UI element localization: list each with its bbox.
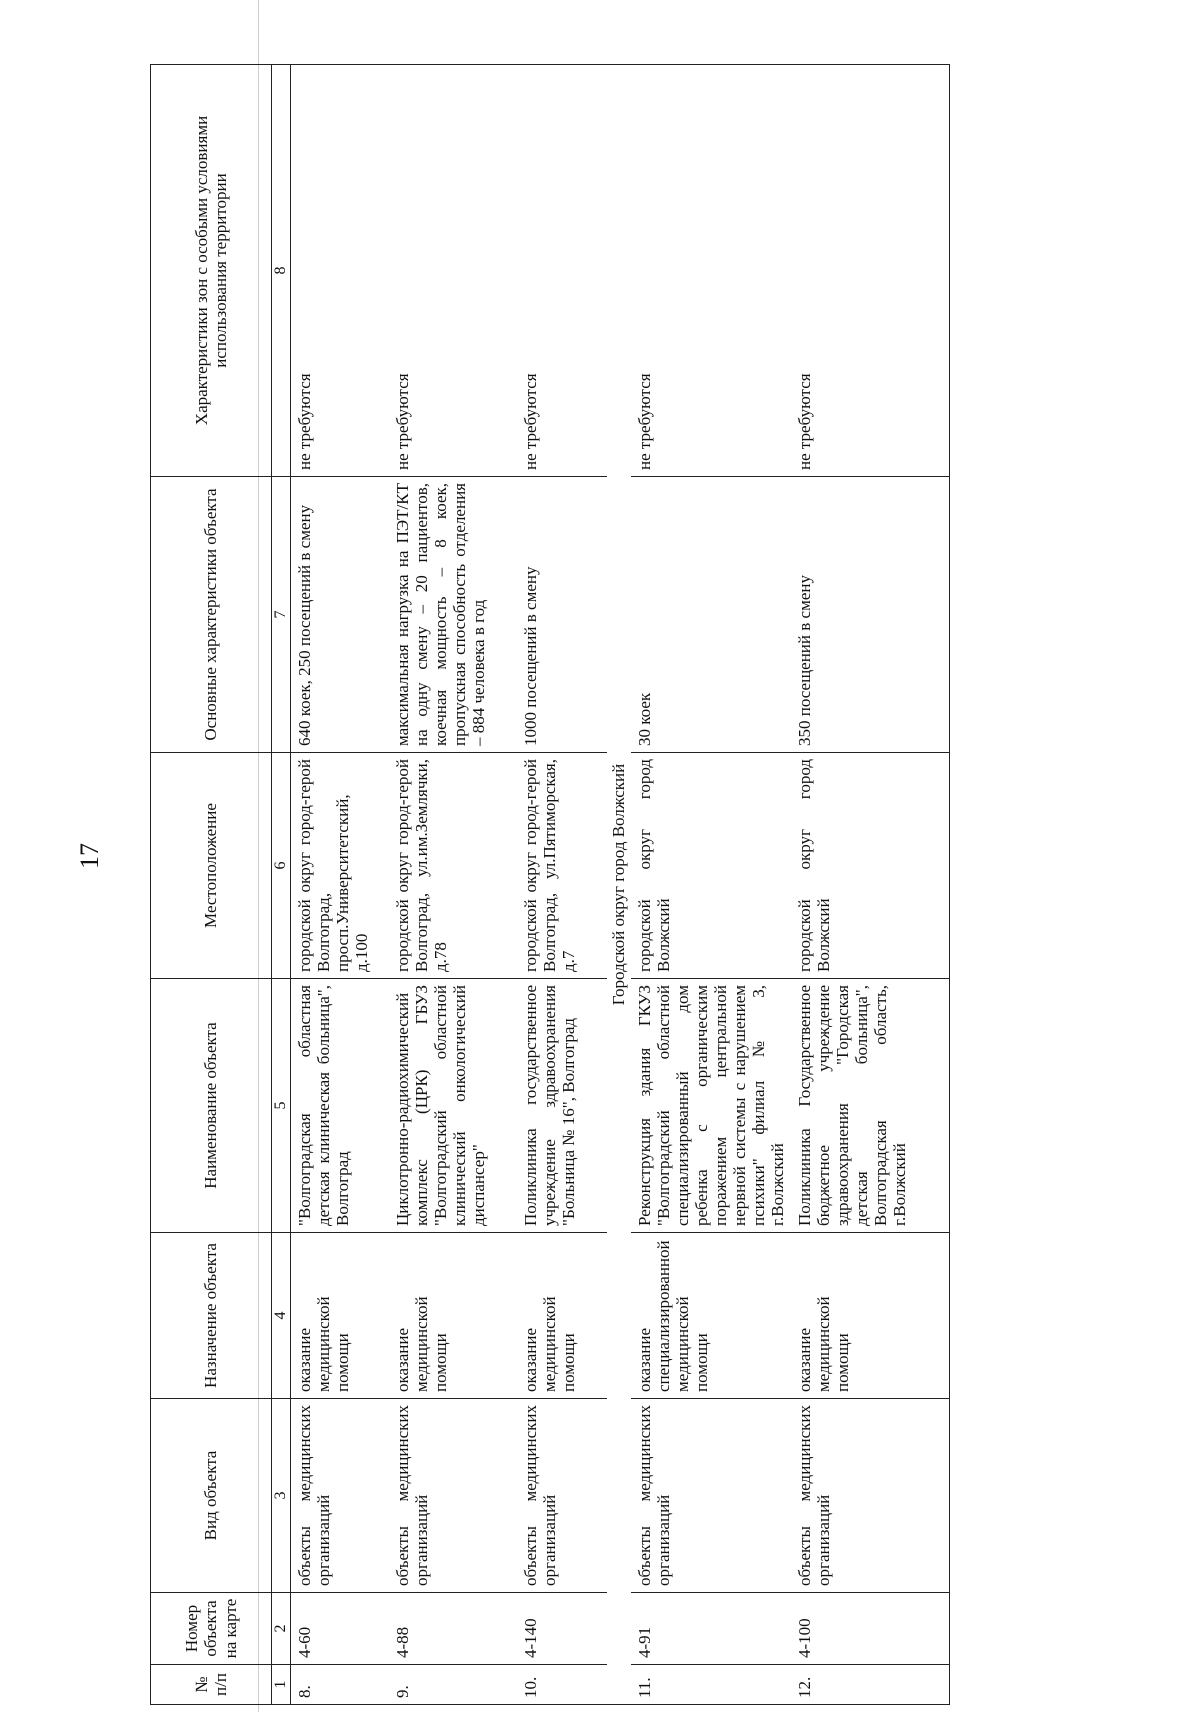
object-kind: объекты медицинских организаций <box>791 1399 950 1593</box>
object-name: Поликлиника государственное учреждение здравоохранения "Больница № 16", Волгоград <box>517 979 607 1233</box>
object-characteristics: 350 посещений в смену <box>791 477 950 753</box>
object-name: Поликлиника Государственное бюджетное учреждение здравоохранения "Городская детская больница", Волгоградская область, г.Волжский <box>791 979 950 1233</box>
object-name: "Волгоградская областная детская клиническая больница", Волгоград <box>291 979 390 1233</box>
zone-characteristics: не требуются <box>291 65 390 477</box>
zone-characteristics: не требуются <box>517 65 607 477</box>
row-number: 12. <box>791 1665 950 1705</box>
column-number: 8 <box>272 65 291 477</box>
column-number: 1 <box>272 1665 291 1705</box>
object-purpose: оказание специализированной медицинской помощи <box>631 1233 791 1399</box>
row-number: 11. <box>631 1665 791 1705</box>
zone-characteristics: не требуются <box>389 65 517 477</box>
group-heading: Городской округ город Волжский <box>607 65 631 1705</box>
object-name: Реконструкция здания ГКУЗ "Волгоградский областной специализированный дом ребенка с органическим поражением центральной нервной системы с нарушением психики" филиал № 3, г.Волжский <box>631 979 791 1233</box>
object-characteristics: 1000 посещений в смену <box>517 477 607 753</box>
row-number: 8. <box>291 1665 390 1705</box>
row-number: 9. <box>389 1665 517 1705</box>
header-cell: Местоположение <box>151 753 272 979</box>
table-row <box>791 65 950 1705</box>
rotated-table-frame <box>150 65 1140 1705</box>
table-row <box>389 65 517 1705</box>
header-cell: № п/п <box>151 1665 272 1705</box>
object-purpose: оказание медицинской помощи <box>791 1233 950 1399</box>
table-row <box>631 65 791 1705</box>
column-number: 3 <box>272 1399 291 1593</box>
map-number: 4-60 <box>291 1593 390 1665</box>
object-characteristics: 640 коек, 250 посещений в смену <box>291 477 390 753</box>
table-header-row <box>151 65 272 1705</box>
objects-table <box>150 64 950 1705</box>
header-cell: Характеристики зон с особыми условиями использования территории <box>151 65 272 477</box>
object-kind: объекты медицинских организаций <box>517 1399 607 1593</box>
object-location: городской округ город Волжский <box>791 753 950 979</box>
object-purpose: оказание медицинской помощи <box>517 1233 607 1399</box>
column-number: 6 <box>272 753 291 979</box>
object-purpose: оказание медицинской помощи <box>291 1233 390 1399</box>
object-location: городской округ город-герой Волгоград, ул.Пятиморская, д.7 <box>517 753 607 979</box>
object-location: городской округ город-герой Волгоград, просп.Университетский, д.100 <box>291 753 390 979</box>
header-cell: Наименование объекта <box>151 979 272 1233</box>
column-number: 2 <box>272 1593 291 1665</box>
header-cell: Основные характеристики объекта <box>151 477 272 753</box>
group-heading-row <box>607 65 631 1705</box>
column-number: 4 <box>272 1233 291 1399</box>
object-characteristics: максимальная нагрузка на ПЭТ/КТ на одну смену – 20 пациентов, коечная мощность – 8 коек, пропускная способность отделения – 884 человека в год <box>389 477 517 753</box>
zone-characteristics: не требуются <box>791 65 950 477</box>
object-kind: объекты медицинских организаций <box>291 1399 390 1593</box>
header-cell: Вид объекта <box>151 1399 272 1593</box>
page-number: 17 <box>75 843 104 869</box>
object-kind: объекты медицинских организаций <box>631 1399 791 1593</box>
header-cell: Назначение объекта <box>151 1233 272 1399</box>
column-number: 5 <box>272 979 291 1233</box>
object-name: Циклотронно-радиохимический комплекс (ЦРК) ГБУЗ "Волгоградский областной клинический онкологический диспансер" <box>389 979 517 1233</box>
map-number: 4-88 <box>389 1593 517 1665</box>
column-number-row <box>272 65 291 1705</box>
zone-characteristics: не требуются <box>631 65 791 477</box>
object-kind: объекты медицинских организаций <box>389 1399 517 1593</box>
header-cell: Номер объекта на карте <box>151 1593 272 1665</box>
table-row <box>517 65 607 1705</box>
object-characteristics: 30 коек <box>631 477 791 753</box>
column-number: 7 <box>272 477 291 753</box>
object-location: городской округ город-герой Волгоград, ул.им.Землячки, д.78 <box>389 753 517 979</box>
object-purpose: оказание медицинской помощи <box>389 1233 517 1399</box>
row-number: 10. <box>517 1665 607 1705</box>
map-number: 4-100 <box>791 1593 950 1665</box>
object-location: городской округ город Волжский <box>631 753 791 979</box>
table-row <box>291 65 390 1705</box>
map-number: 4-140 <box>517 1593 607 1665</box>
map-number: 4-91 <box>631 1593 791 1665</box>
